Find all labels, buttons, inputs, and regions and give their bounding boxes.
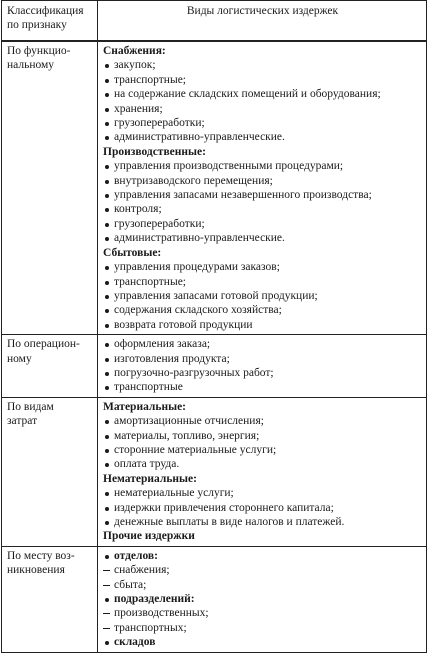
cost-item: закупок; [103,58,422,72]
cost-item: материалы, топливо, энергия; [103,429,422,443]
cost-item: административно-управленческие. [103,130,422,144]
cost-group-title: Снабжения: [103,45,166,57]
classification-label: По видам затрат [7,400,54,428]
classification-cell [2,335,98,398]
cost-types-cell [98,41,427,335]
table-header [2,1,427,42]
table-body [2,41,427,652]
cost-item: грузопереработки; [103,217,422,231]
cost-item: издержки привлечения стороннего капитала; [103,501,422,515]
cost-item: возврата готовой продукции [103,318,422,332]
cost-item: амортизационные отчисления; [103,414,422,428]
cost-group-title: Производственные: [103,145,206,158]
cost-group-title: Нематериальные: [103,472,197,485]
cost-types-cell [98,335,427,398]
cost-item: транспортные; [103,275,422,289]
cost-group-title: Сбытовые: [103,246,162,259]
cost-item: складов [103,635,422,649]
header-classification [2,1,98,42]
header-cost-types-text: Виды логистических издержек [186,5,339,17]
cost-item: изготовления продукта; [103,352,422,366]
cost-types-cell [98,546,427,652]
header-cost-types [98,1,427,42]
classification-cell [2,41,98,335]
cost-item: хранения; [103,102,422,116]
cost-item: подразделений: [103,592,422,606]
cost-item: административно-управленческие. [103,231,422,245]
cost-item: нематериальные услуги; [103,486,422,500]
table-row [2,335,427,398]
cost-item: управления процедурами заказов; [103,260,422,274]
cost-item: погрузочно-разгрузочных работ; [103,366,422,380]
cost-item: содержания складского хозяйства; [103,303,422,317]
classification-label: По месту воз- никновения [7,549,75,577]
cost-item: контроля; [103,202,422,216]
cost-item: управления запасами готовой продукции; [103,289,422,303]
cost-item-list [103,58,422,144]
cost-item: оформления заказа; [103,337,422,351]
cost-item-list [103,159,422,245]
cost-item: денежные выплаты в виде налогов и платежей. [103,515,422,529]
classification-label: По операцион- ному [7,338,80,365]
header-row [2,1,427,42]
cost-subitem: сбыта; [103,578,422,592]
cost-item-list [103,260,422,332]
cost-item: отделов: [103,549,422,563]
cost-item-list [103,549,422,650]
logistics-costs-table [1,0,427,653]
cost-group-title: Прочие издержки [103,530,195,543]
header-classification-text: Классификация по признаку [7,5,84,32]
cost-item: грузопереработки; [103,116,422,130]
cost-subitem: производственных; [103,606,422,620]
cost-item-list [103,486,422,529]
table-row [2,397,427,546]
cost-item: внутризаводского перемещения; [103,174,422,188]
cost-item: транспортные; [103,73,422,87]
cost-subitem: снабжения; [103,563,422,577]
cost-item-list [103,337,422,395]
table-row [2,41,427,335]
classification-cell [2,546,98,652]
cost-item-list [103,414,422,472]
cost-item: на содержание складских помещений и оборудования; [103,87,422,101]
cost-item: сторонние материальные услуги; [103,443,422,457]
table-row [2,546,427,652]
classification-label: По функцио- нальному [7,45,71,72]
cost-item: управления производственными процедурами; [103,159,422,173]
cost-group-title: Материальные: [103,400,187,413]
classification-cell [2,397,98,546]
cost-item: транспортные [103,380,422,394]
cost-types-cell [98,397,427,546]
cost-item: оплата труда. [103,457,422,471]
cost-item: управления запасами незавершенного производства; [103,188,422,202]
cost-subitem: транспортных; [103,621,422,635]
